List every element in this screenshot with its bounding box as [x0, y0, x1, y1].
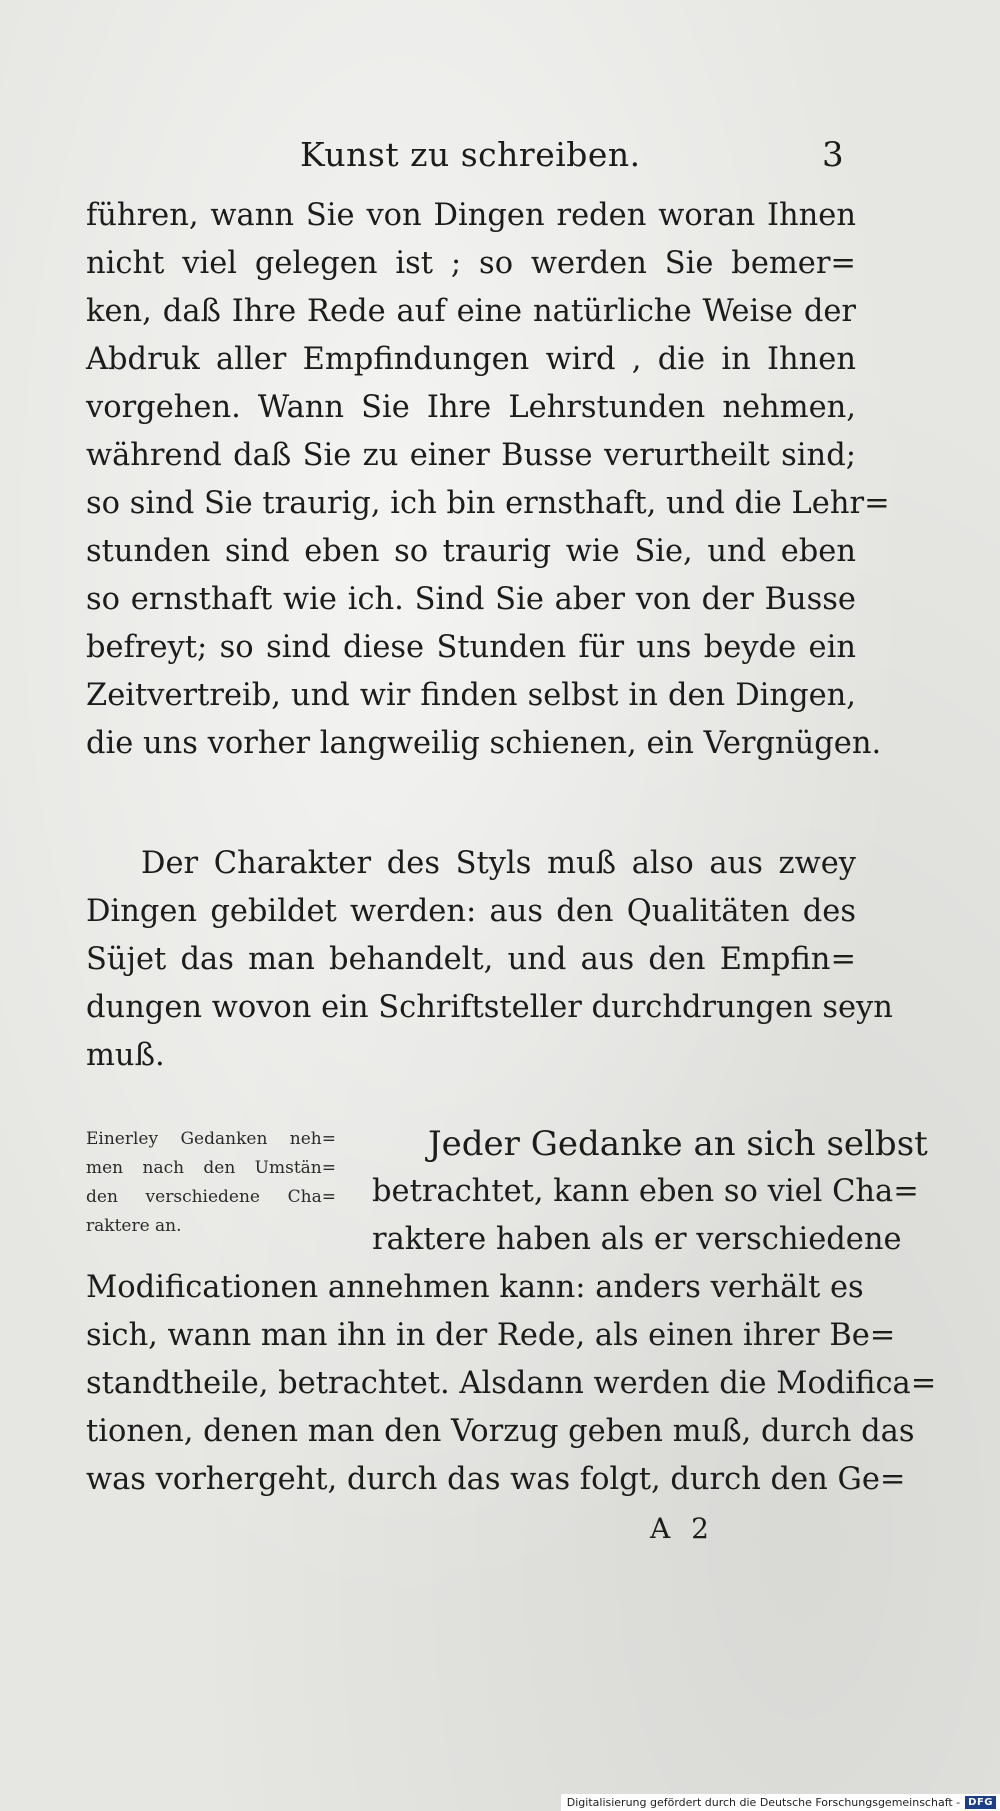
text-line: führen, wann Sie von Dingen reden woran Ihnen [86, 198, 856, 233]
text-line: vorgehen. Wann Sie Ihre Lehrstunden nehmen, [86, 390, 856, 425]
text-line: standtheile, betrachtet. Alsdann werden die Modifica= [86, 1366, 937, 1401]
text-line: Zeitvertreib, und wir finden selbst in den Dingen, [86, 678, 856, 713]
text-line: Jeder Gedanke an sich selbst [428, 1124, 928, 1164]
text-line: befreyt; so sind diese Stunden für uns beyde ein [86, 630, 856, 665]
dfg-logo: DFG [965, 1796, 996, 1809]
page-number: 3 [822, 135, 844, 175]
margin-note-line: men nach den Umstän= [86, 1158, 336, 1178]
paragraph-1 [86, 192, 890, 768]
text-line: so ernsthaft wie ich. Sind Sie aber von der Busse [86, 582, 856, 617]
margin-note-line: Einerley Gedanken neh= [86, 1129, 336, 1149]
digitization-credit-bar [561, 1794, 1000, 1811]
text-line: Abdruk aller Empfindungen wird , die in Ihnen [86, 342, 856, 377]
text-line: nicht viel gelegen ist ; so werden Sie bemer= [86, 246, 856, 281]
text-line: die uns vorher langweilig schienen, ein Vergnügen. [86, 726, 882, 761]
paragraph-2 [86, 840, 893, 1080]
margin-note-line: raktere an. [86, 1216, 182, 1236]
text-line: stunden sind eben so traurig wie Sie, und eben [86, 534, 856, 569]
paragraph-3 [86, 1264, 937, 1504]
text-line: dungen wovon ein Schriftsteller durchdrungen seyn [86, 990, 893, 1025]
text-line: Der Charakter des Styls muß also aus zwey [141, 846, 856, 881]
margin-note [86, 1125, 336, 1241]
text-line: Modificationen annehmen kann: anders verhält es [86, 1270, 864, 1305]
text-line: ken, daß Ihre Rede auf eine natürliche Weise der [86, 294, 856, 329]
signature-mark: A 2 [650, 1512, 715, 1545]
digitization-credit-text: Digitalisierung gefördert durch die Deutsche Forschungsgemeinschaft - [566, 1796, 961, 1809]
text-line: während daß Sie zu einer Busse verurtheilt sind; [86, 438, 856, 473]
margin-note-line: den verschiedene Cha= [86, 1187, 336, 1207]
running-head: Kunst zu schreiben. [300, 135, 641, 174]
text-line: tionen, denen man den Vorzug geben muß, durch das [86, 1414, 915, 1449]
text-line: muß. [86, 1038, 165, 1073]
page-header [0, 135, 1000, 185]
text-line: Süjet das man behandelt, und aus den Empfin= [86, 942, 856, 977]
text-line: so sind Sie traurig, ich bin ernsthaft, und die Lehr= [86, 486, 890, 521]
paragraph-3-opening [372, 1120, 928, 1264]
text-line: was vorhergeht, durch das was folgt, durch den Ge= [86, 1462, 906, 1497]
text-line: betrachtet, kann eben so viel Cha= [372, 1174, 919, 1209]
text-line: raktere haben als er verschiedene [372, 1222, 902, 1257]
text-line: Dingen gebildet werden: aus den Qualitäten des [86, 894, 856, 929]
text-line: sich, wann man ihn in der Rede, als einen ihrer Be= [86, 1318, 896, 1353]
